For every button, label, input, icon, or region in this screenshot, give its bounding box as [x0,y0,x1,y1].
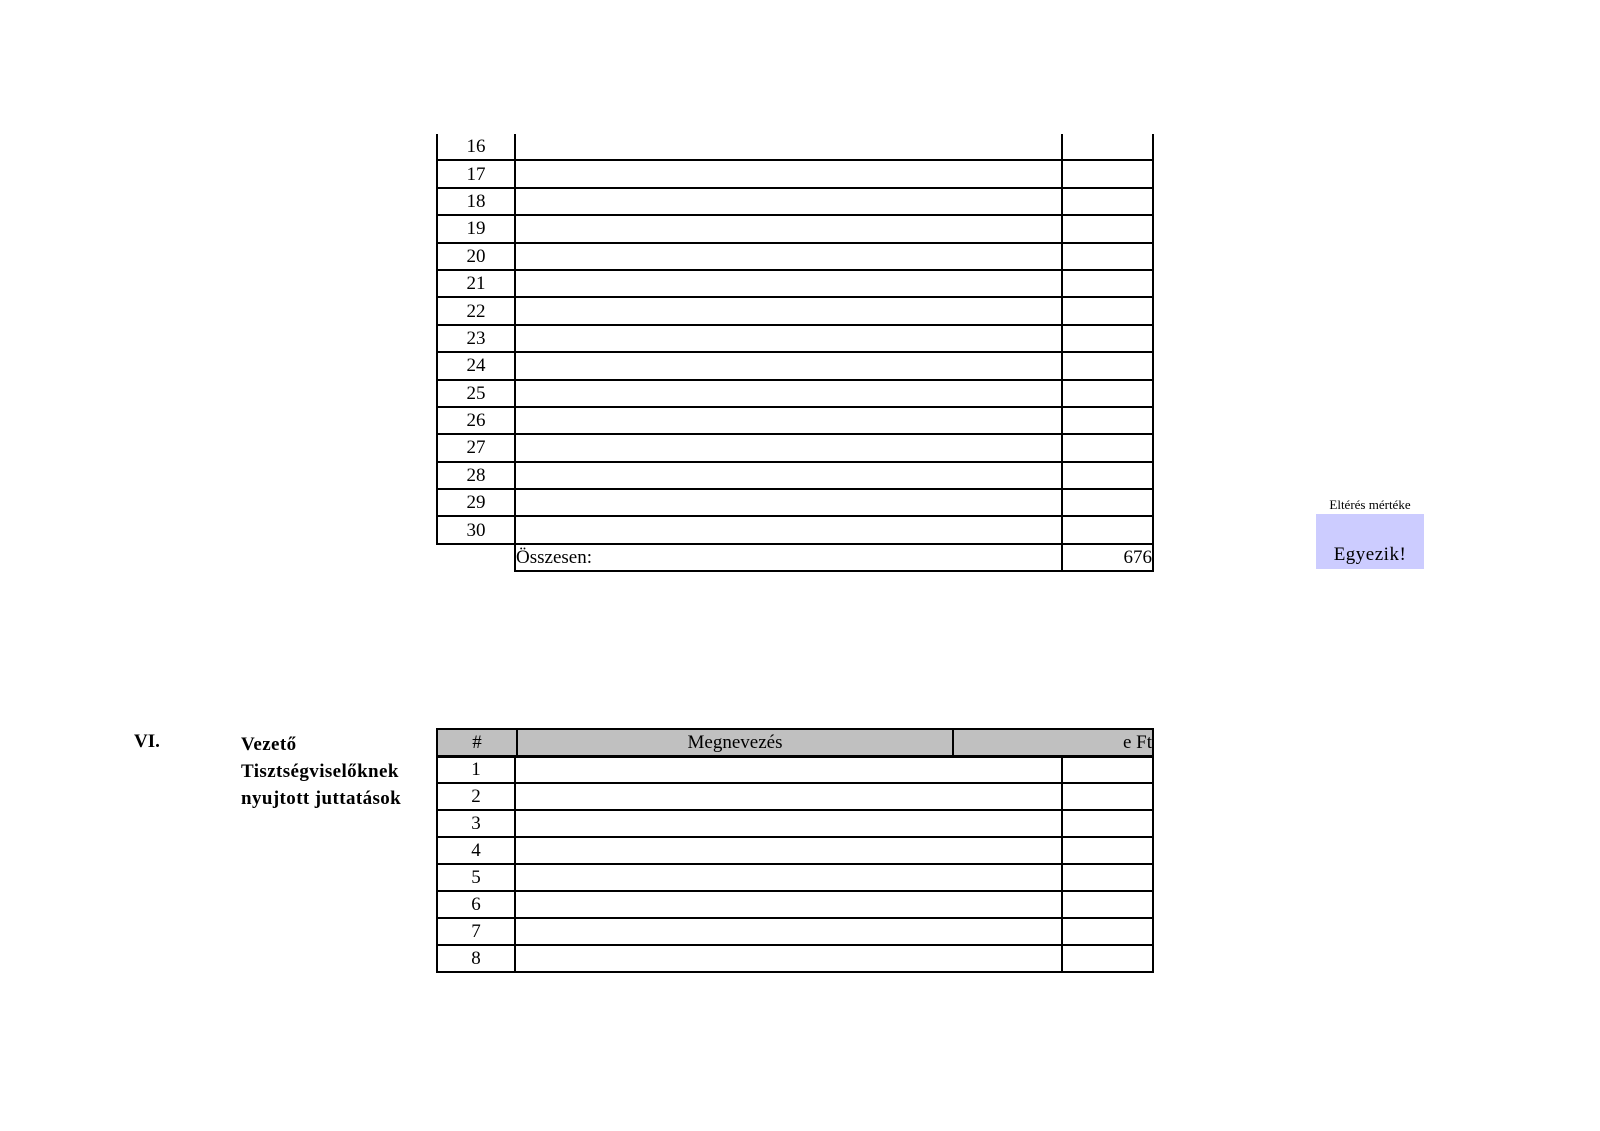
row-name-cell[interactable] [515,891,1062,918]
row-number: 29 [437,489,515,516]
section-title-line: Tisztségviselőknek [241,761,399,782]
row-number: 30 [437,516,515,543]
row-number: 23 [437,325,515,352]
row-name-cell[interactable] [515,134,1062,160]
row-value-cell[interactable] [1062,134,1153,160]
row-name-cell[interactable] [515,297,1062,324]
table-row [437,407,1153,434]
lower-table-body [437,756,1153,972]
row-value-cell[interactable] [1062,516,1153,543]
section-number: VI. [134,731,160,752]
row-value-cell[interactable] [1062,434,1153,461]
table-row [437,462,1153,489]
row-name-cell[interactable] [515,864,1062,891]
row-number: 22 [437,297,515,324]
row-number: 5 [437,864,515,891]
table-row [437,134,1153,160]
row-number: 3 [437,810,515,837]
section-title-line: nyujtott juttatások [241,788,402,809]
row-value-cell[interactable] [1062,188,1153,215]
table-row [437,489,1153,516]
row-name-cell[interactable] [515,215,1062,242]
table-row [437,756,1153,783]
row-name-cell[interactable] [515,352,1062,379]
row-number: 16 [437,134,515,160]
table-row [437,783,1153,810]
table-row [437,864,1153,891]
row-value-cell[interactable] [1062,918,1153,945]
row-name-cell[interactable] [515,918,1062,945]
row-name-cell[interactable] [515,325,1062,352]
table-row [437,297,1153,324]
table-row [437,160,1153,187]
header-value: e Ft [952,728,1154,758]
header-name: Megnevezés [516,728,952,758]
section-title [241,731,401,812]
row-name-cell[interactable] [515,434,1062,461]
row-number: 28 [437,462,515,489]
row-number: 26 [437,407,515,434]
row-value-cell[interactable] [1062,810,1153,837]
row-value-cell[interactable] [1062,297,1153,324]
table-row [437,380,1153,407]
row-value-cell[interactable] [1062,270,1153,297]
table-row [437,945,1153,972]
table-row [437,188,1153,215]
deviation-label: Eltérés mértéke [1329,497,1411,512]
table-row [437,434,1153,461]
row-number: 25 [437,380,515,407]
row-value-cell[interactable] [1062,215,1153,242]
deviation-status-value: Egyezik! [1333,544,1407,565]
row-value-cell[interactable] [1062,864,1153,891]
row-value-cell[interactable] [1062,243,1153,270]
table-row [437,891,1153,918]
row-number: 21 [437,270,515,297]
total-empty-cell [437,544,515,571]
row-value-cell[interactable] [1062,489,1153,516]
total-label: Összesen: [515,544,1062,571]
total-row [437,544,1153,571]
table-row [437,837,1153,864]
row-name-cell[interactable] [515,945,1062,972]
row-value-cell[interactable] [1062,837,1153,864]
row-value-cell[interactable] [1062,380,1153,407]
lower-table [436,755,1154,973]
row-number: 17 [437,160,515,187]
row-number: 7 [437,918,515,945]
table-row [437,918,1153,945]
row-value-cell[interactable] [1062,462,1153,489]
table-row [437,325,1153,352]
row-name-cell[interactable] [515,160,1062,187]
table-row [437,516,1153,543]
row-number: 18 [437,188,515,215]
table-row [437,352,1153,379]
row-name-cell[interactable] [515,810,1062,837]
row-number: 8 [437,945,515,972]
row-number: 20 [437,243,515,270]
row-value-cell[interactable] [1062,160,1153,187]
total-value[interactable]: 676 [1062,544,1153,571]
row-value-cell[interactable] [1062,783,1153,810]
row-number: 19 [437,215,515,242]
header-num: # [436,728,516,758]
row-number: 4 [437,837,515,864]
upper-table [436,134,1154,572]
row-number: 1 [437,756,515,783]
table-row [437,215,1153,242]
row-value-cell[interactable] [1062,352,1153,379]
row-name-cell[interactable] [515,270,1062,297]
row-value-cell[interactable] [1062,407,1153,434]
row-name-cell[interactable] [515,407,1062,434]
row-name-cell[interactable] [515,516,1062,543]
row-name-cell[interactable] [515,243,1062,270]
lower-table-header [436,728,1152,755]
row-value-cell[interactable] [1062,891,1153,918]
row-name-cell[interactable] [515,756,1062,783]
row-name-cell[interactable] [515,783,1062,810]
row-number: 27 [437,434,515,461]
table-row [437,810,1153,837]
row-value-cell[interactable] [1062,325,1153,352]
row-number: 24 [437,352,515,379]
row-number: 2 [437,783,515,810]
table-row [437,243,1153,270]
deviation-status-box [1316,514,1424,569]
section-title-line: Vezető [241,734,297,755]
row-number: 6 [437,891,515,918]
row-value-cell[interactable] [1062,756,1153,783]
row-name-cell[interactable] [515,462,1062,489]
row-value-cell[interactable] [1062,945,1153,972]
row-name-cell[interactable] [515,489,1062,516]
row-name-cell[interactable] [515,380,1062,407]
table-row [437,270,1153,297]
upper-table-body [437,134,1153,544]
row-name-cell[interactable] [515,837,1062,864]
row-name-cell[interactable] [515,188,1062,215]
